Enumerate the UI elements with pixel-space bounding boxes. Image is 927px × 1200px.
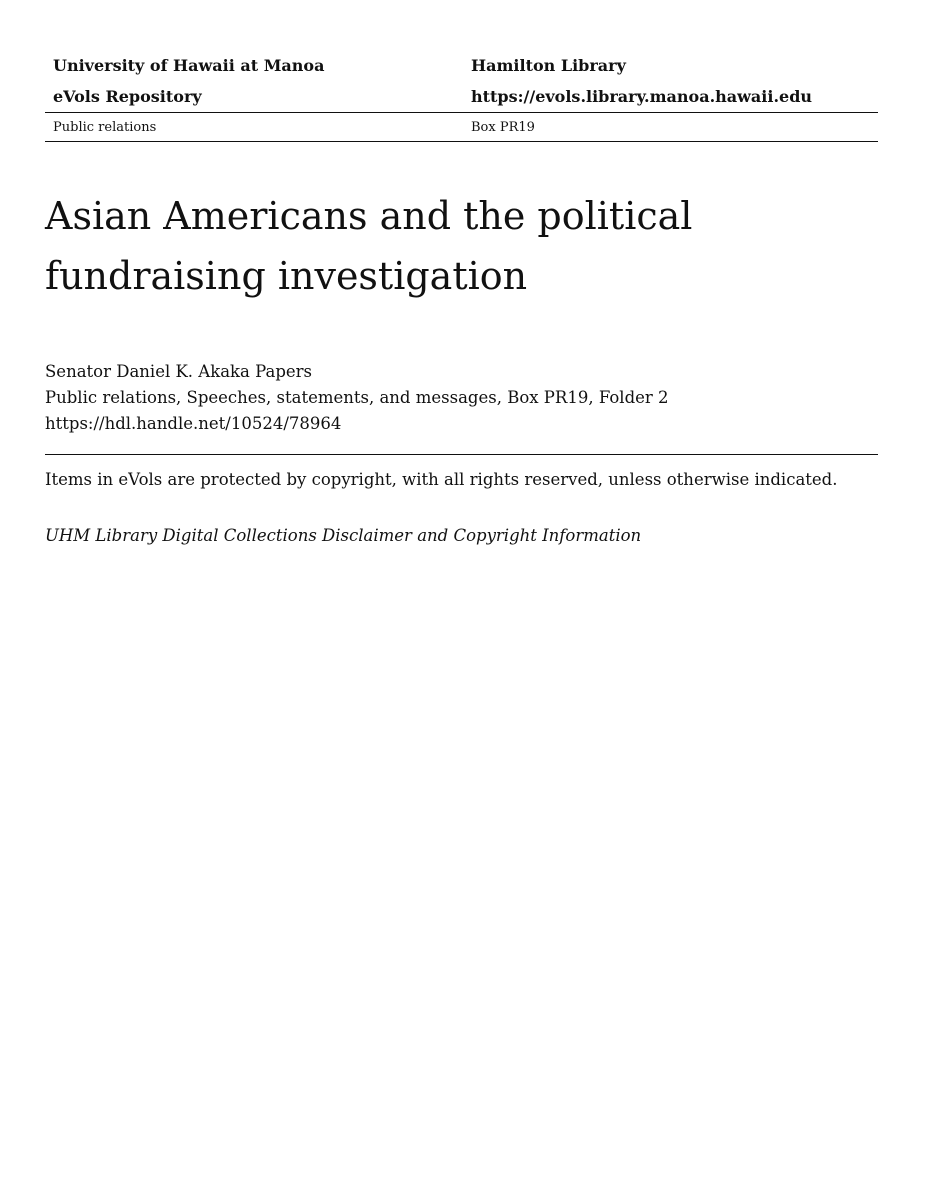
document-title: Asian Americans and the political fundraising investigation	[45, 194, 693, 298]
institution-name: University of Hawaii at Manoa	[53, 56, 325, 75]
metadata-divider	[45, 454, 878, 455]
collection-name: Public relations	[53, 120, 157, 135]
header-row-collection	[45, 113, 878, 141]
handle-link[interactable]: https://hdl.handle.net/10524/78964	[45, 414, 342, 433]
papers-name: Senator Daniel K. Akaka Papers	[45, 362, 313, 381]
series-location: Public relations, Speeches, statements, and messages, Box PR19, Folder 2	[45, 388, 669, 407]
header-row-repository	[45, 81, 878, 112]
repository-url[interactable]: https://evols.library.manoa.hawaii.edu	[471, 87, 813, 106]
repository-name: eVols Repository	[53, 87, 202, 106]
disclaimer-link[interactable]: UHM Library Digital Collections Disclaimer and Copyright Information	[45, 526, 642, 545]
rights-statement: Items in eVols are protected by copyright, with all rights reserved, unless otherwise indicated.	[45, 470, 838, 489]
document-metadata	[45, 359, 669, 437]
header-divider-bottom	[45, 141, 878, 142]
cover-header	[45, 50, 878, 142]
box-label: Box PR19	[471, 120, 535, 135]
library-name: Hamilton Library	[471, 56, 626, 75]
header-row-institution	[45, 50, 878, 81]
